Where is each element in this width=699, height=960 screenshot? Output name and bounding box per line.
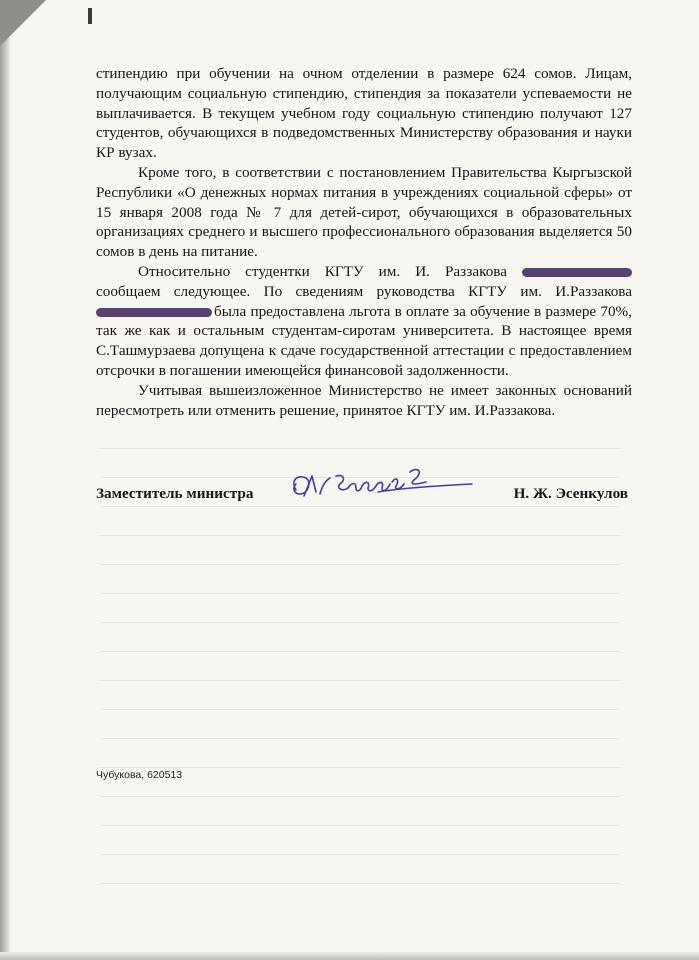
paragraph-stipend: стипендию при обучении на очном отделении в размере 624 сомов. Лицам, получающим социальную стипендию, стипендия за показатели успеваемости не выплачивается. В текущем учебном году социальную стипендию получают 127 студентов, обучающихся в подведомственных Министерству образования и науки КР вузах. bbox=[96, 65, 632, 162]
signatory-name: Н. Ж. Эсенкулов bbox=[513, 485, 628, 502]
redacted-name-1 bbox=[522, 268, 632, 277]
scan-mark bbox=[88, 8, 92, 24]
scan-shadow-bottom bbox=[0, 952, 699, 960]
handwritten-signature bbox=[282, 462, 482, 506]
signatory-title: Заместитель министра bbox=[96, 485, 254, 502]
redacted-name-2 bbox=[96, 308, 212, 317]
letter-body bbox=[96, 64, 632, 420]
student-case-text-2: сообщаем следующее. По сведениям руководства КГТУ им. И.Раззакова bbox=[96, 282, 632, 300]
executor-note: Чубукова, 620513 bbox=[96, 769, 183, 781]
paragraph-student-case bbox=[96, 262, 632, 381]
student-case-text-3: была предоставлена льгота в оплате за обучение в размере 70%, так же как и остальным студентам-сиротам университета. В настоящее время С.Ташмурзаева допущена к сдаче государственной аттестации с предоставлением отсрочки в погашении имеющейся финансовой задолженности. bbox=[96, 302, 632, 379]
folded-corner bbox=[0, 0, 46, 46]
paragraph-conclusion: Учитывая вышеизложенное Министерство не имеет законных оснований пересмотреть или отменить решение, принятое КГТУ им. И.Раззакова. bbox=[96, 381, 632, 419]
scan-shadow-left bbox=[0, 0, 10, 960]
student-case-text-1: Относительно студентки КГТУ им. И. Раззакова bbox=[138, 262, 507, 280]
paragraph-food-norms: Кроме того, в соответствии с постановлением Правительства Кыргызской Республики «О денежных нормах питания в учреждениях социальной сферы» от 15 января 2008 года № 7 для детей-сирот, обучающихся в образовательных организациях среднего и высшего профессионального образования выделяется 50 сомов в день на питание. bbox=[96, 163, 632, 261]
